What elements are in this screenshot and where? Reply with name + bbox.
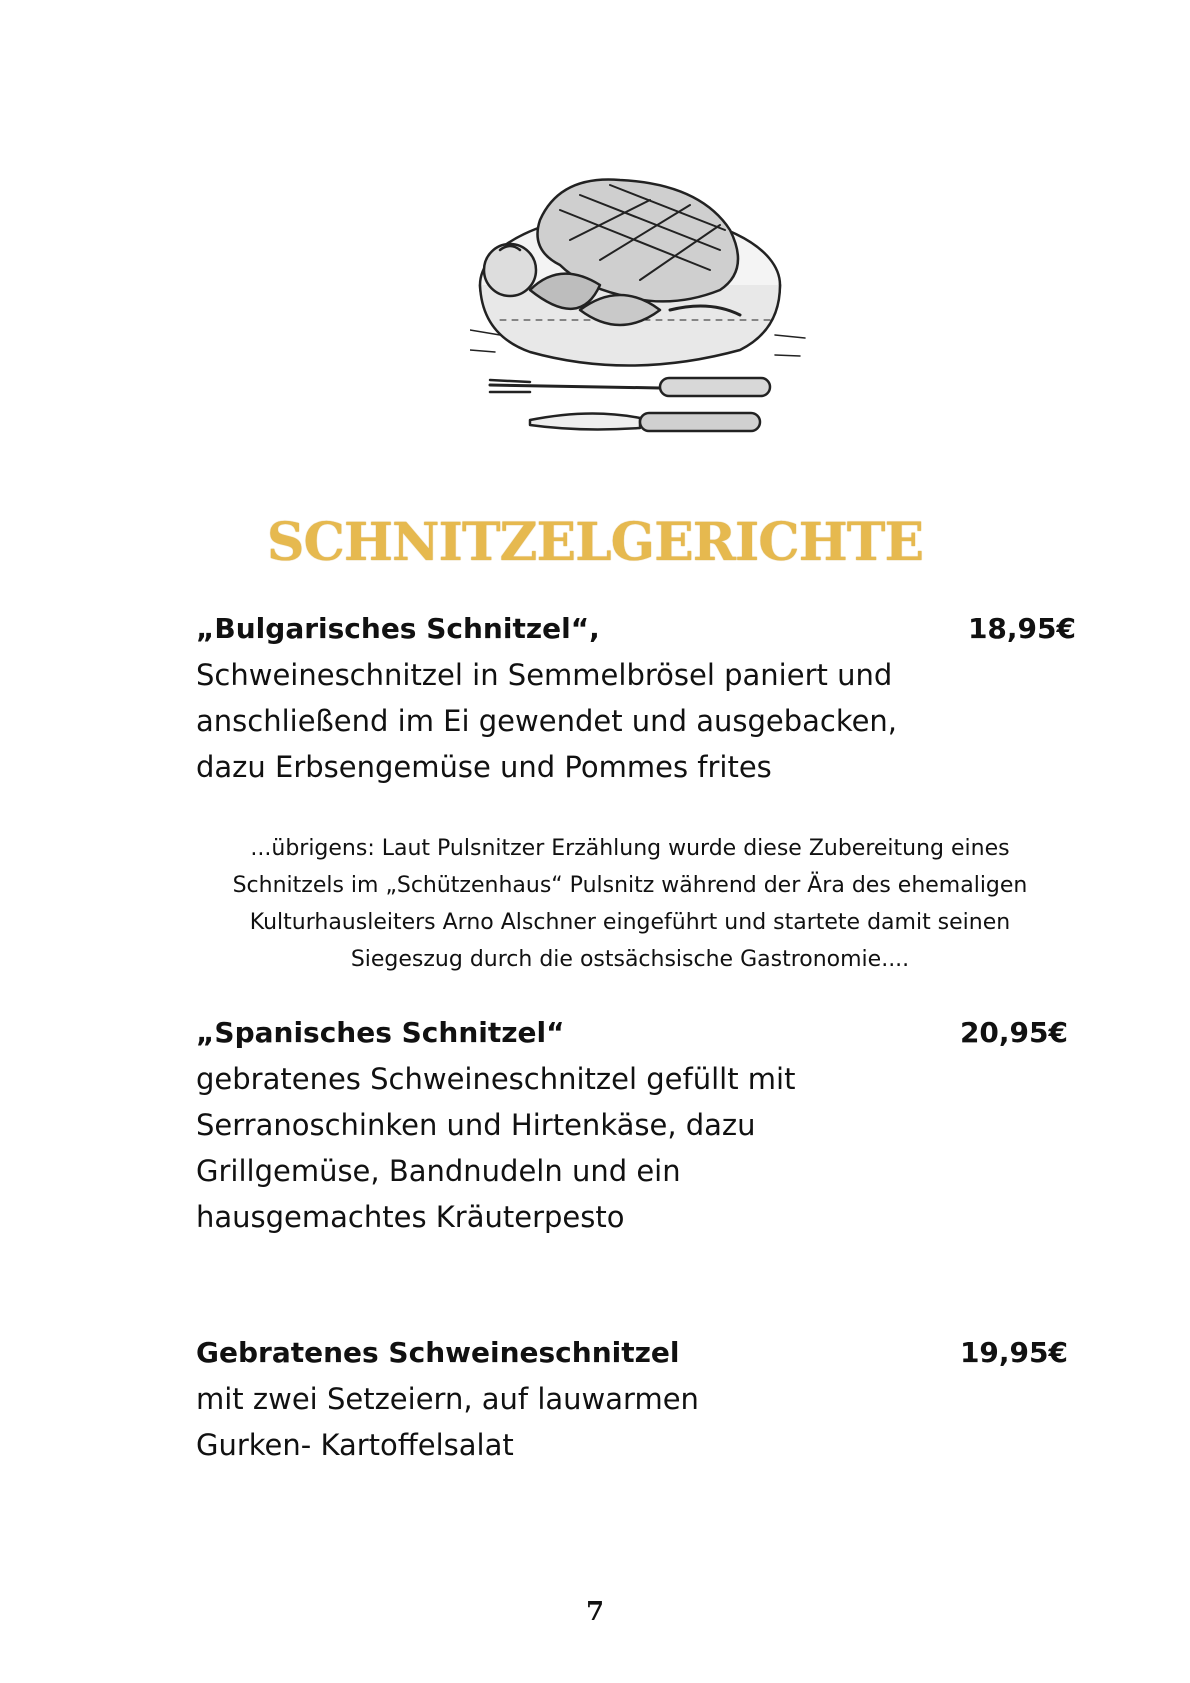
menu-item-price: 18,95€ [967,612,1076,645]
note-line: Kulturhausleiters Arno Alschner eingeführt und startete damit seinen [249,910,1011,935]
section-title: SCHNITZELGERICHTE [266,512,924,573]
menu-item-description-line: gebratenes Schweineschnitzel gefüllt mit [196,1062,796,1096]
page-number: 7 [585,1597,605,1627]
menu-item-description-line: Schweineschnitzel in Semmelbrösel paniert und [196,658,893,692]
menu-item-description-line: Gurken- Kartoffelsalat [196,1428,514,1462]
steak-on-board-icon [470,170,810,470]
anecdote-note [190,830,1070,978]
menu-item-price: 20,95€ [959,1016,1068,1049]
menu-item [196,1010,1076,1240]
menu-item-name: „Bulgarisches Schnitzel“, [196,612,600,645]
note-line: Schnitzels im „Schützenhaus“ Pulsnitz während der Ära des ehemaligen [232,873,1028,898]
menu-item-name: „Spanisches Schnitzel“ [196,1016,565,1049]
menu-item-description-line: dazu Erbsengemüse und Pommes frites [196,750,772,784]
menu-item-name: Gebratenes Schweineschnitzel [196,1336,680,1369]
menu-item-description-line: mit zwei Setzeiern, auf lauwarmen [196,1382,699,1416]
menu-item-description-line: hausgemachtes Kräuterpesto [196,1200,625,1234]
menu-item [196,606,1076,790]
menu-item [196,1330,1076,1468]
note-line: Siegeszug durch die ostsächsische Gastronomie.... [350,947,910,972]
menu-item-description-line: Serranoschinken und Hirtenkäse, dazu [196,1108,756,1142]
menu-item-price: 19,95€ [959,1336,1068,1369]
note-line: ...übrigens: Laut Pulsnitzer Erzählung wurde diese Zubereitung eines [250,836,1010,861]
menu-item-description-line: Grillgemüse, Bandnudeln und ein [196,1154,681,1188]
menu-item-description-line: anschließend im Ei gewendet und ausgebacken, [196,704,898,738]
